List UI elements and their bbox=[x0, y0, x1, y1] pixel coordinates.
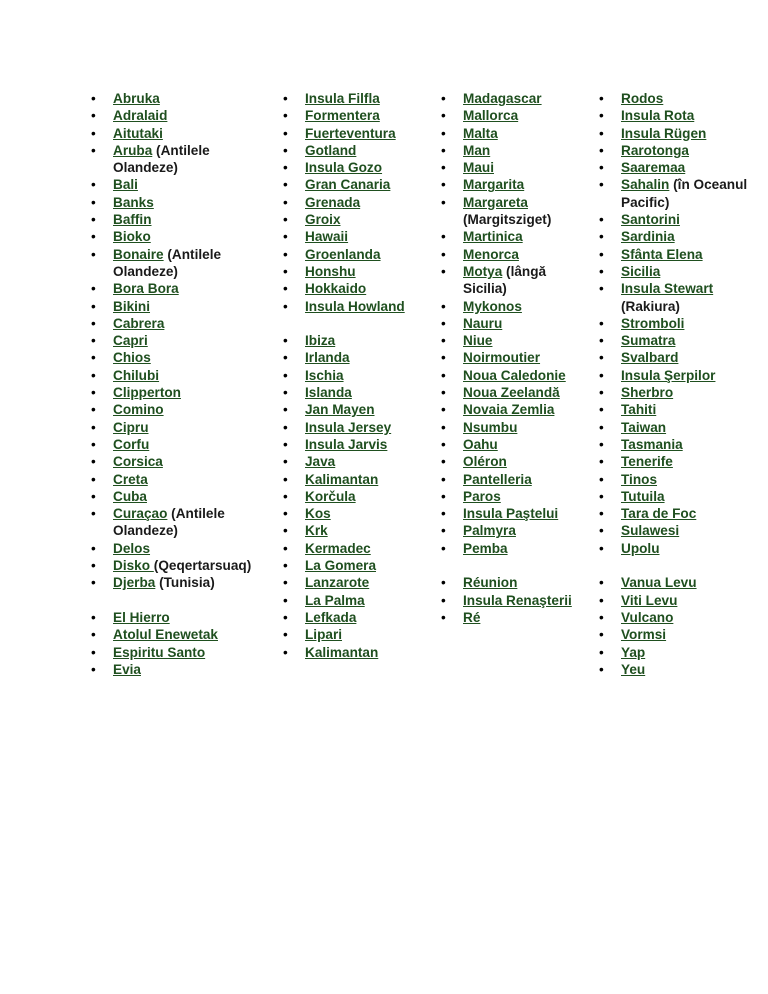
island-link[interactable]: Tinos bbox=[621, 471, 658, 487]
list-item bbox=[463, 384, 593, 401]
list-item bbox=[621, 349, 761, 366]
island-link[interactable]: Saaremaa bbox=[621, 160, 686, 176]
list-item bbox=[621, 280, 761, 315]
island-link[interactable]: Aruba bbox=[113, 142, 153, 158]
list-item bbox=[113, 574, 273, 591]
island-note: (în Oceanul Pacific) bbox=[621, 177, 748, 210]
island-link[interactable]: Rodos bbox=[621, 91, 664, 106]
list-item bbox=[305, 453, 435, 470]
island-link[interactable]: Mykonos bbox=[463, 298, 522, 314]
list-item bbox=[305, 194, 435, 211]
island-link[interactable]: Malta bbox=[463, 125, 498, 141]
list-item bbox=[463, 315, 593, 332]
list-item bbox=[621, 609, 761, 626]
island-link[interactable]: Margarita bbox=[463, 177, 525, 193]
list-item bbox=[621, 315, 761, 332]
list-item bbox=[305, 90, 435, 107]
list-item bbox=[463, 401, 593, 418]
list-item bbox=[621, 125, 761, 142]
list-item bbox=[305, 592, 435, 609]
list-item bbox=[463, 540, 593, 557]
island-link[interactable]: Corsica bbox=[113, 454, 163, 470]
island-link[interactable]: Insula Rota bbox=[621, 108, 695, 124]
island-link[interactable]: Fuerteventura bbox=[305, 125, 396, 141]
list-item bbox=[621, 211, 761, 228]
list-item bbox=[305, 176, 435, 193]
list-item bbox=[463, 349, 593, 366]
island-link[interactable]: Lanzarote bbox=[305, 575, 370, 591]
island-link[interactable]: Insula Gozo bbox=[305, 160, 383, 176]
island-link[interactable]: Niue bbox=[463, 333, 493, 349]
list-item bbox=[621, 505, 761, 522]
island-list-column-2 bbox=[305, 90, 435, 661]
island-link[interactable]: Vanua Levu bbox=[621, 575, 697, 591]
list-item bbox=[113, 367, 273, 384]
island-link[interactable]: Sfânta Elena bbox=[621, 246, 703, 262]
list-item bbox=[621, 574, 761, 591]
island-link[interactable]: Chios bbox=[113, 350, 151, 366]
island-link[interactable]: La Palma bbox=[305, 592, 365, 608]
list-item bbox=[305, 522, 435, 539]
list-item bbox=[305, 159, 435, 176]
island-link[interactable]: Gotland bbox=[305, 142, 357, 158]
list-item bbox=[113, 280, 273, 297]
island-link[interactable]: Krk bbox=[305, 523, 328, 539]
island-link[interactable]: Espiritu Santo bbox=[113, 644, 206, 660]
island-link[interactable]: Martinica bbox=[463, 229, 523, 245]
list-item bbox=[463, 125, 593, 142]
list-item bbox=[621, 626, 761, 643]
island-link[interactable]: Kos bbox=[305, 506, 331, 522]
list-item bbox=[621, 401, 761, 418]
island-link[interactable]: Bora Bora bbox=[113, 281, 179, 297]
list-item bbox=[463, 142, 593, 159]
island-link[interactable]: Abruka bbox=[113, 91, 160, 106]
island-link[interactable]: Curaçao bbox=[113, 506, 168, 522]
island-link[interactable]: Honshu bbox=[305, 263, 356, 279]
list-item bbox=[621, 176, 761, 211]
list-item bbox=[305, 211, 435, 228]
island-link[interactable]: Upolu bbox=[621, 540, 660, 556]
island-link[interactable]: Baffin bbox=[113, 212, 152, 228]
island-link[interactable]: Delos bbox=[113, 540, 151, 556]
list-group-spacer bbox=[621, 557, 761, 574]
island-list-column-3 bbox=[463, 90, 593, 626]
list-item bbox=[463, 367, 593, 384]
list-item bbox=[463, 609, 593, 626]
island-link[interactable]: Noua Zeelandă bbox=[463, 385, 560, 401]
island-link[interactable]: Yeu bbox=[621, 661, 646, 677]
island-link[interactable]: Clipperton bbox=[113, 385, 181, 401]
list-item bbox=[113, 246, 273, 281]
list-item bbox=[113, 609, 273, 626]
list-item bbox=[463, 574, 593, 591]
island-link[interactable]: Sahalin bbox=[621, 177, 670, 193]
island-link[interactable]: Creta bbox=[113, 471, 148, 487]
island-link[interactable]: Menorca bbox=[463, 246, 519, 262]
list-item bbox=[113, 107, 273, 124]
island-list-column-4 bbox=[621, 90, 761, 678]
list-item bbox=[463, 332, 593, 349]
list-item bbox=[463, 488, 593, 505]
island-link[interactable]: Insula Jarvis bbox=[305, 436, 388, 452]
island-note: (Antilele Olandeze) bbox=[113, 506, 225, 539]
list-item bbox=[621, 488, 761, 505]
island-note: (Antilele Olandeze) bbox=[113, 246, 222, 279]
island-link[interactable]: Hawaii bbox=[305, 229, 349, 245]
island-link[interactable]: Pemba bbox=[463, 540, 508, 556]
island-link[interactable]: Atolul Enewetak bbox=[113, 627, 218, 643]
list-item bbox=[463, 453, 593, 470]
island-link[interactable]: Novaia Zemlia bbox=[463, 402, 555, 418]
list-item bbox=[113, 401, 273, 418]
list-item bbox=[305, 246, 435, 263]
list-group-spacer bbox=[113, 592, 273, 609]
island-link[interactable]: Réunion bbox=[463, 575, 518, 591]
list-item bbox=[463, 419, 593, 436]
list-item bbox=[621, 419, 761, 436]
island-link[interactable]: Tenerife bbox=[621, 454, 673, 470]
list-item bbox=[463, 263, 593, 298]
list-item bbox=[463, 228, 593, 245]
island-link[interactable]: Stromboli bbox=[621, 315, 685, 331]
list-item bbox=[113, 505, 273, 540]
island-link[interactable]: Hokkaido bbox=[305, 281, 367, 297]
island-link[interactable]: Motya bbox=[463, 263, 503, 279]
island-link[interactable]: Nauru bbox=[463, 315, 503, 331]
list-item bbox=[113, 176, 273, 193]
list-item bbox=[463, 522, 593, 539]
island-link[interactable]: Irlanda bbox=[305, 350, 350, 366]
island-link[interactable]: Palmyra bbox=[463, 523, 516, 539]
island-note: (Qeqertarsuaq) bbox=[153, 558, 252, 574]
list-item bbox=[113, 315, 273, 332]
list-item bbox=[621, 332, 761, 349]
list-item bbox=[113, 194, 273, 211]
list-item bbox=[621, 592, 761, 609]
list-item bbox=[463, 592, 593, 609]
island-link[interactable]: Bonaire bbox=[113, 246, 164, 262]
list-item bbox=[621, 107, 761, 124]
island-link[interactable]: Formentera bbox=[305, 108, 380, 124]
island-note: (lângă Sicilia) bbox=[463, 263, 547, 297]
list-item bbox=[621, 453, 761, 470]
island-link[interactable]: Disko bbox=[113, 558, 154, 574]
island-link[interactable]: Tutuila bbox=[621, 488, 665, 504]
list-item bbox=[305, 436, 435, 453]
list-item bbox=[113, 211, 273, 228]
island-link[interactable]: Rarotonga bbox=[621, 142, 689, 158]
island-link[interactable]: Insula Jersey bbox=[305, 419, 392, 435]
list-item bbox=[463, 194, 593, 229]
island-link[interactable]: Maui bbox=[463, 160, 494, 176]
list-item bbox=[113, 228, 273, 245]
list-item bbox=[305, 488, 435, 505]
list-item bbox=[305, 644, 435, 661]
island-link[interactable]: El Hierro bbox=[113, 609, 170, 625]
island-link[interactable]: Bali bbox=[113, 177, 138, 193]
list-item bbox=[621, 142, 761, 159]
list-item bbox=[305, 471, 435, 488]
island-link[interactable]: Vormsi bbox=[621, 627, 667, 643]
island-link[interactable]: Tasmania bbox=[621, 436, 683, 452]
list-group-spacer bbox=[463, 557, 593, 574]
list-item bbox=[113, 142, 273, 177]
island-link[interactable]: Djerba bbox=[113, 575, 156, 591]
island-link[interactable]: Insula Howland bbox=[305, 298, 405, 314]
island-link[interactable]: Insula Filfla bbox=[305, 91, 380, 106]
list-item bbox=[463, 505, 593, 522]
island-link[interactable]: Insula Renaşterii bbox=[463, 592, 572, 608]
island-note: (Antilele Olandeze) bbox=[113, 142, 210, 176]
list-item bbox=[305, 505, 435, 522]
island-link[interactable]: Nsumbu bbox=[463, 419, 518, 435]
island-note: (Tunisia) bbox=[155, 575, 215, 591]
list-item bbox=[621, 159, 761, 176]
list-item bbox=[305, 367, 435, 384]
island-link[interactable]: Groenlanda bbox=[305, 246, 381, 262]
list-item bbox=[621, 436, 761, 453]
list-item bbox=[113, 436, 273, 453]
list-item bbox=[621, 228, 761, 245]
island-link[interactable]: Korčula bbox=[305, 488, 356, 504]
list-item bbox=[113, 540, 273, 557]
list-item bbox=[305, 263, 435, 280]
list-item bbox=[463, 176, 593, 193]
list-item bbox=[621, 246, 761, 263]
island-link[interactable]: Banks bbox=[113, 194, 154, 210]
island-link[interactable]: Kalimantan bbox=[305, 644, 379, 660]
list-item bbox=[113, 661, 273, 678]
list-item bbox=[463, 471, 593, 488]
list-item bbox=[113, 332, 273, 349]
list-item bbox=[305, 384, 435, 401]
list-item bbox=[621, 90, 761, 107]
island-link[interactable]: Lipari bbox=[305, 627, 343, 643]
island-link[interactable]: La Gomera bbox=[305, 558, 377, 574]
island-link[interactable]: Jan Mayen bbox=[305, 402, 375, 418]
island-link[interactable]: Islanda bbox=[305, 385, 352, 401]
island-link[interactable]: Pantelleria bbox=[463, 471, 532, 487]
island-link[interactable]: Svalbard bbox=[621, 350, 679, 366]
island-link[interactable]: Madagascar bbox=[463, 91, 542, 106]
island-link[interactable]: Santorini bbox=[621, 212, 680, 228]
island-link[interactable]: Ré bbox=[463, 609, 481, 625]
island-link[interactable]: Aitutaki bbox=[113, 125, 163, 141]
list-item bbox=[305, 280, 435, 297]
list-item bbox=[463, 298, 593, 315]
island-link[interactable]: Yap bbox=[621, 644, 646, 660]
island-link[interactable]: Tara de Foc bbox=[621, 506, 697, 522]
island-link[interactable]: Cabrera bbox=[113, 315, 165, 331]
island-link[interactable]: Sulawesi bbox=[621, 523, 680, 539]
list-item bbox=[463, 159, 593, 176]
island-link[interactable]: Vulcano bbox=[621, 609, 674, 625]
island-link[interactable]: Noua Caledonie bbox=[463, 367, 566, 383]
list-item bbox=[621, 540, 761, 557]
island-link[interactable]: Kermadec bbox=[305, 540, 371, 556]
list-item bbox=[305, 107, 435, 124]
list-item bbox=[463, 107, 593, 124]
island-link[interactable]: Bioko bbox=[113, 229, 151, 245]
list-item bbox=[113, 557, 273, 574]
list-item bbox=[305, 557, 435, 574]
list-item bbox=[621, 471, 761, 488]
island-link[interactable]: Oléron bbox=[463, 454, 507, 470]
island-link[interactable]: Sherbro bbox=[621, 385, 674, 401]
list-item bbox=[305, 332, 435, 349]
list-item bbox=[113, 626, 273, 643]
island-link[interactable]: Cuba bbox=[113, 488, 147, 504]
island-link[interactable]: Bikini bbox=[113, 298, 151, 314]
list-item bbox=[113, 419, 273, 436]
list-item bbox=[113, 644, 273, 661]
island-link[interactable]: Groix bbox=[305, 212, 341, 228]
list-item bbox=[305, 349, 435, 366]
island-link[interactable]: Paros bbox=[463, 488, 501, 504]
list-item bbox=[113, 488, 273, 505]
list-item bbox=[305, 298, 435, 315]
island-link[interactable]: Mallorca bbox=[463, 108, 519, 124]
list-group-spacer bbox=[305, 315, 435, 332]
island-link[interactable]: Java bbox=[305, 454, 336, 470]
island-note: (Margitsziget) bbox=[463, 212, 552, 228]
list-item bbox=[305, 401, 435, 418]
island-link[interactable]: Oahu bbox=[463, 436, 498, 452]
list-item bbox=[113, 471, 273, 488]
island-link[interactable]: Margareta bbox=[463, 194, 528, 210]
list-item bbox=[305, 609, 435, 626]
list-item bbox=[621, 522, 761, 539]
island-link[interactable]: Man bbox=[463, 142, 491, 158]
list-item bbox=[113, 384, 273, 401]
list-item bbox=[463, 436, 593, 453]
island-link[interactable]: Cipru bbox=[113, 419, 149, 435]
island-link[interactable]: Taiwan bbox=[621, 419, 667, 435]
island-link[interactable]: Noirmoutier bbox=[463, 350, 541, 366]
list-item bbox=[305, 540, 435, 557]
island-link[interactable]: Evia bbox=[113, 661, 141, 677]
list-item bbox=[113, 90, 273, 107]
island-link[interactable]: Corfu bbox=[113, 436, 150, 452]
island-link[interactable]: Grenada bbox=[305, 194, 361, 210]
list-item bbox=[305, 626, 435, 643]
island-link[interactable]: Comino bbox=[113, 402, 164, 418]
list-item bbox=[305, 125, 435, 142]
island-link[interactable]: Capri bbox=[113, 333, 148, 349]
island-link[interactable]: Ischia bbox=[305, 367, 344, 383]
list-item bbox=[621, 384, 761, 401]
island-link[interactable]: Tahiti bbox=[621, 402, 657, 418]
list-item bbox=[305, 228, 435, 245]
island-link[interactable]: Sicilia bbox=[621, 263, 661, 279]
list-item bbox=[463, 90, 593, 107]
list-item bbox=[621, 263, 761, 280]
island-note: (Rakiura) bbox=[621, 298, 680, 314]
island-link[interactable]: Gran Canaria bbox=[305, 177, 391, 193]
list-item bbox=[113, 453, 273, 470]
list-item bbox=[305, 142, 435, 159]
list-item bbox=[621, 367, 761, 384]
island-link[interactable]: Sardinia bbox=[621, 229, 675, 245]
list-item bbox=[621, 644, 761, 661]
list-item bbox=[621, 661, 761, 678]
island-link[interactable]: Chilubi bbox=[113, 367, 160, 383]
list-item bbox=[463, 246, 593, 263]
island-link[interactable]: Sumatra bbox=[621, 333, 676, 349]
island-link[interactable]: Insula Rügen bbox=[621, 125, 707, 141]
island-link[interactable]: Lefkada bbox=[305, 609, 357, 625]
list-item bbox=[113, 298, 273, 315]
island-list-column-1 bbox=[113, 90, 273, 678]
island-link[interactable]: Viti Levu bbox=[621, 592, 678, 608]
island-link[interactable]: Insula Stewart bbox=[621, 281, 714, 297]
island-link[interactable]: Adralaid bbox=[113, 108, 168, 124]
island-link[interactable]: Kalimantan bbox=[305, 471, 379, 487]
list-item bbox=[305, 574, 435, 591]
list-item bbox=[113, 349, 273, 366]
island-link[interactable]: Insula Şerpilor bbox=[621, 367, 716, 383]
list-item bbox=[113, 125, 273, 142]
island-link[interactable]: Ibiza bbox=[305, 333, 336, 349]
list-item bbox=[305, 419, 435, 436]
island-link[interactable]: Insula Paştelui bbox=[463, 506, 559, 522]
